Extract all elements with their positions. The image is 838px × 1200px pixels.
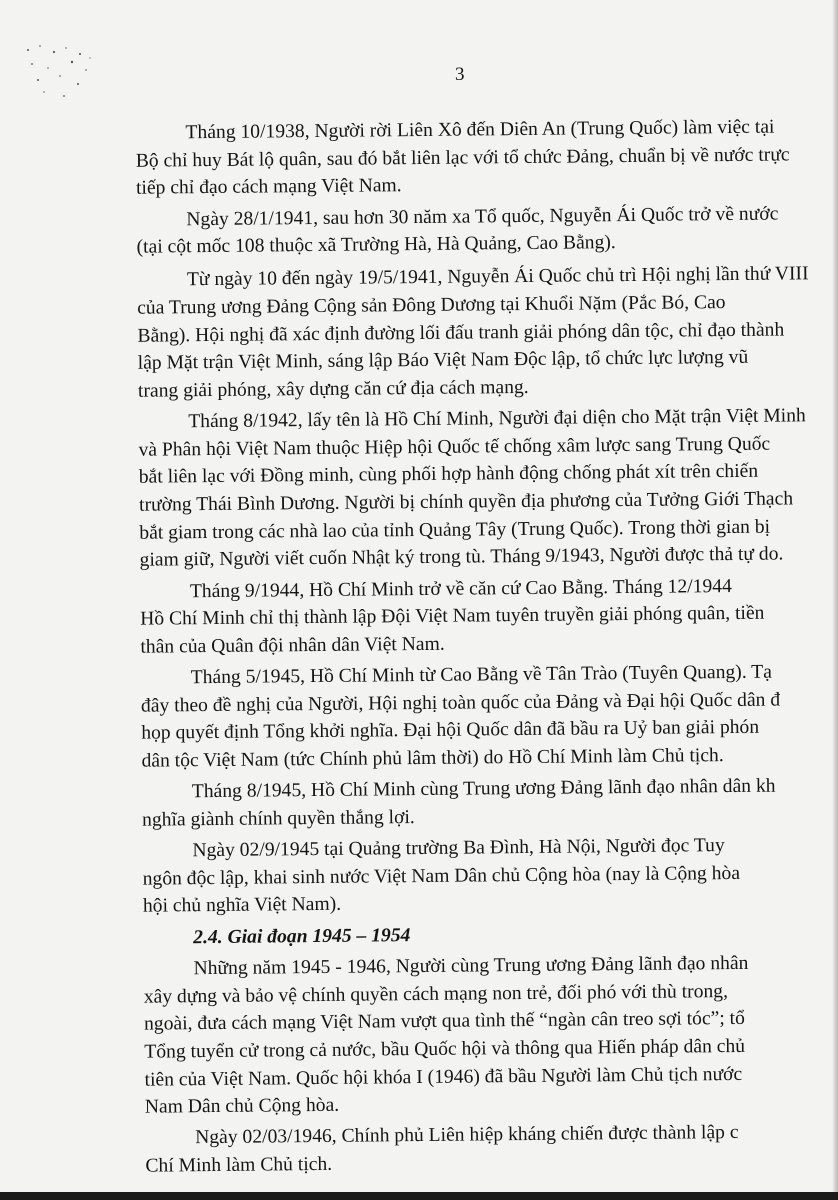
paragraph-9-line-2: xây dựng và bảo vệ chính quyền cách mạng non trẻ, đối phó với thù trong, <box>143 980 729 1008</box>
paragraph-5-line-2: Hồ Chí Minh chỉ thị thành lập Đội Việt Nam tuyên truyền giải phóng quân, tiền <box>140 602 765 630</box>
paragraph-1-line-2: Bộ chỉ huy Bát lộ quân, sau đó bắt liên lạc với tổ chức Đảng, chuẩn bị về nước trực <box>135 144 790 172</box>
paragraph-9-line-6: Nam Dân chủ Cộng hòa. <box>144 1094 340 1118</box>
paragraph-10-line-2: Chí Minh làm Chủ tịch. <box>145 1153 333 1177</box>
paragraph-8-line-3: hội chủ nghĩa Việt Nam). <box>142 894 342 918</box>
paragraph-3-line-1: Từ ngày 10 đến ngày 19/5/1941, Nguyễn Ái Quốc chủ trì Hội nghị lần thứ VIII <box>186 263 809 291</box>
paragraph-3-line-2: của Trung ương Đảng Cộng sản Đông Dương tại Khuổi Nặm (Pắc Bó, Cao <box>137 291 726 319</box>
paragraph-4-line-3: bắt liên lạc với Đồng minh, cùng phối hợp hành động chống phát xít trên chiến <box>138 461 759 488</box>
paragraph-6-line-4: dân tộc Việt Nam (tức Chính phủ lâm thời) do Hồ Chí Minh làm Chủ tịch. <box>141 744 724 772</box>
paragraph-5-line-1: Tháng 9/1944, Hồ Chí Minh trở về căn cứ Cao Bằng. Tháng 12/1944 <box>189 575 732 602</box>
paragraph-6-line-1: Tháng 5/1945, Hồ Chí Minh từ Cao Bằng về Tân Trào (Tuyên Quang). Tạ <box>190 661 772 689</box>
paragraph-10-line-1: Ngày 02/03/1946, Chính phủ Liên hiệp kháng chiến được thành lập c <box>195 1122 739 1149</box>
paragraph-9-line-3: ngoài, đưa cách mạng Việt Nam vượt qua tình thế “ngàn cân treo sợi tóc”; tổ <box>143 1008 745 1035</box>
paragraph-8-line-2: ngôn độc lập, khai sinh nước Việt Nam Dân chủ Cộng hòa (nay là Cộng hòa <box>142 862 741 890</box>
paragraph-7-line-2: nghĩa giành chính quyền thắng lợi. <box>141 806 415 831</box>
paragraph-9-line-4: Tổng tuyển cử trong cả nước, bầu Quốc hội và thông qua Hiến pháp dân chủ <box>144 1035 746 1063</box>
paragraph-9-line-5: tiên của Việt Nam. Quốc hội khóa I (1946) đã bầu Người làm Chủ tịch nước <box>144 1063 743 1091</box>
paragraph-1-line-1: Tháng 10/1938, Người rời Liên Xô đến Diên An (Trung Quốc) làm việc tại <box>185 116 775 144</box>
scan-bottom-border <box>0 1192 838 1200</box>
paragraph-3-line-4: lập Mặt trận Việt Minh, sáng lập Báo Việt Nam Độc lập, tổ chức lực lượng vũ <box>137 347 749 374</box>
paragraph-3-line-3: Bằng). Hội nghị đã xác định đường lối đấu tranh giải phóng dân tộc, chỉ đạo thành <box>137 318 785 347</box>
paragraph-2-line-1: Ngày 28/1/1941, sau hơn 30 năm xa Tổ quốc, Nguyễn Ái Quốc trở về nước <box>186 203 779 230</box>
paragraph-6-line-2: đây theo đề nghị của Người, Hội nghị toàn quốc của Đảng và Đại hội Quốc dân đ <box>140 689 781 717</box>
paragraph-6-line-3: họp quyết định Tổng khởi nghĩa. Đại hội Quốc dân đã bầu ra Uỷ ban giải phón <box>141 717 760 744</box>
page-number: 3 <box>455 64 465 85</box>
paragraph-2-line-2: (tại cột mốc 108 thuộc xã Trường Hà, Hà Quảng, Cao Bằng). <box>136 232 616 258</box>
paragraph-3-line-5: trang giải phóng, xây dựng căn cứ địa cách mạng. <box>137 376 529 402</box>
paragraph-8-line-1: Ngày 02/9/1945 tại Quảng trường Ba Đình, Hà Nội, Người đọc Tuy <box>192 835 725 862</box>
paragraph-4-line-1: Tháng 8/1942, lấy tên là Hồ Chí Minh, Người đại diện cho Mặt trận Việt Minh <box>188 405 806 433</box>
paragraph-4-line-6: giam giữ, Người viết cuốn Nhật ký trong tù. Tháng 9/1943, Người được thả tự do. <box>139 543 784 571</box>
paragraph-4-line-5: bắt giam trong các nhà lao của tỉnh Quảng Tây (Trung Quốc). Trong thời gian bị <box>139 516 771 544</box>
paragraph-4-line-4: trường Thái Bình Dương. Người bị chính quyền địa phương của Tưởng Giới Thạch <box>138 488 794 516</box>
paragraph-1-line-3: tiếp chỉ đạo cách mạng Việt Nam. <box>135 175 402 199</box>
paragraph-5-line-3: thân của Quân đội nhân dân Việt Nam. <box>140 633 445 658</box>
paragraph-9-line-1: Những năm 1945 - 1946, Người cùng Trung ương Đảng lãnh đạo nhân <box>193 952 749 980</box>
paragraph-7-line-1: Tháng 8/1945, Hồ Chí Minh cùng Trung ương Đảng lãnh đạo nhân dân kh <box>191 775 776 803</box>
paragraph-4-line-2: và Phân hội Việt Nam thuộc Hiệp hội Quốc tế chống xâm lược sang Trung Quốc <box>138 433 771 461</box>
section-heading: 2.4. Giai đoạn 1945 – 1954 <box>193 924 411 948</box>
scan-edge-shadow <box>832 0 838 1200</box>
